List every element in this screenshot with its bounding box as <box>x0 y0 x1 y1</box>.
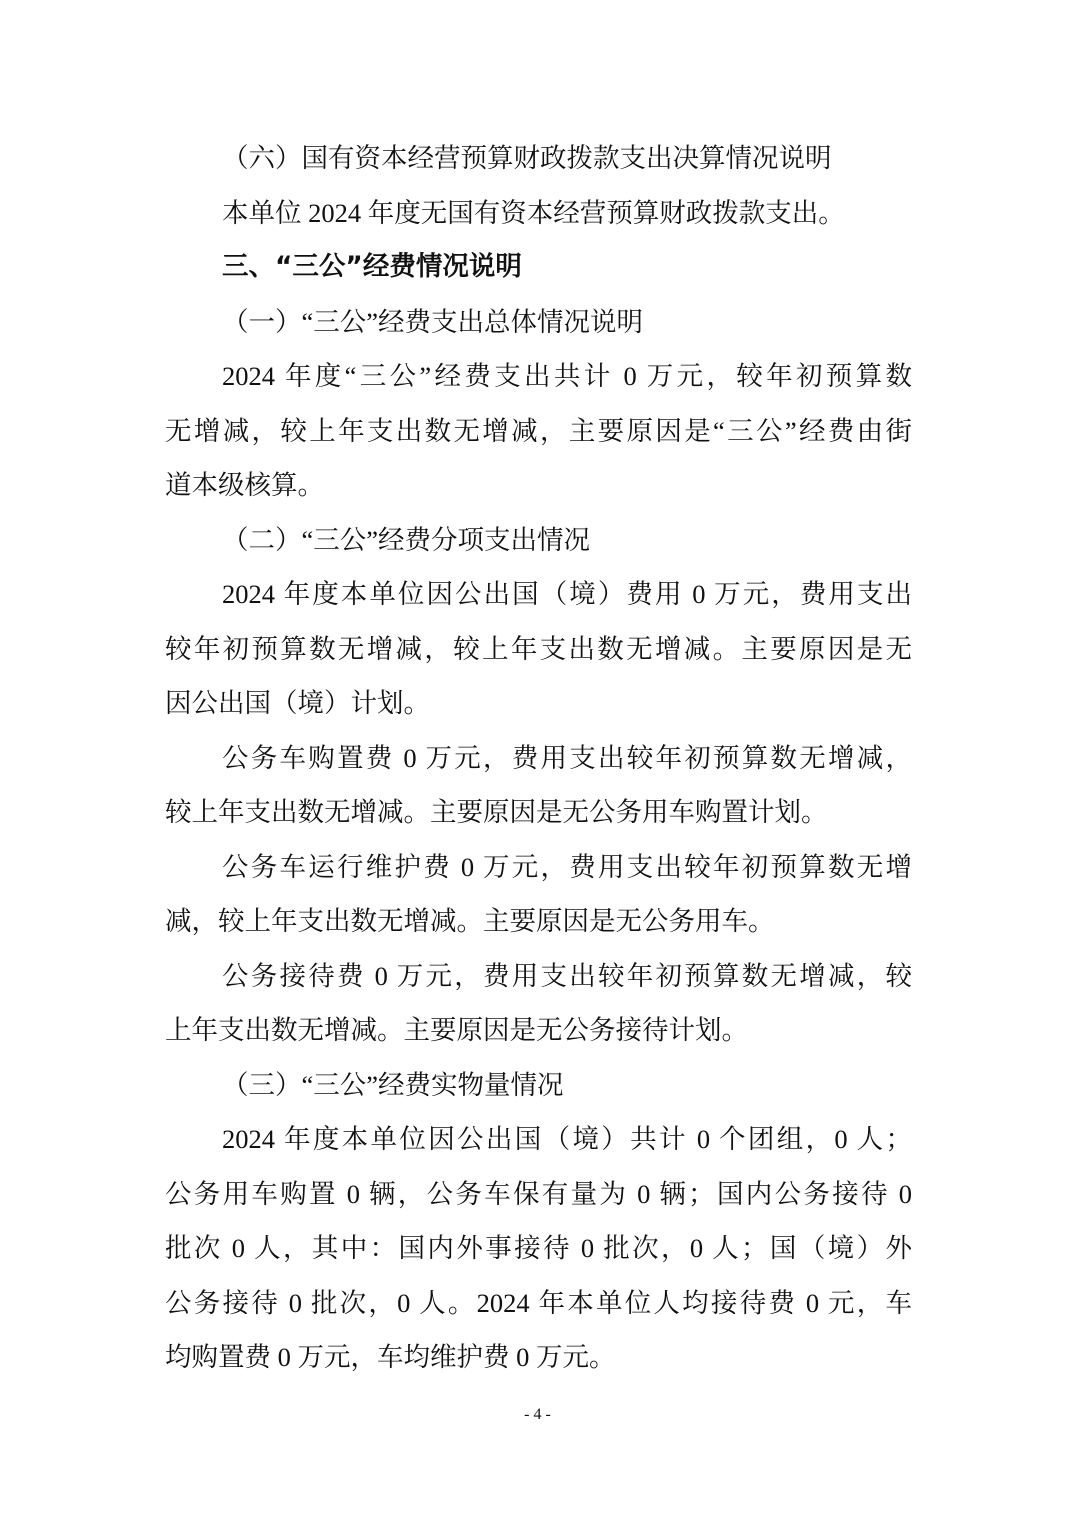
subheading <box>165 295 912 350</box>
text-line: 道本级核算。 <box>165 470 324 500</box>
text-line: 较上年支出数无增减。主要原因是无公务用车购置计划。 <box>165 797 828 827</box>
text-line: 上年支出数无增减。主要原因是无公务接待计划。 <box>165 1015 748 1045</box>
paragraph <box>165 949 912 1058</box>
paragraph <box>165 349 912 513</box>
text-line: 公务接待费 0 万元，费用支出较年初预算数无增减，较 <box>222 960 912 991</box>
text-line: 减，较上年支出数无增减。主要原因是无公务用车。 <box>165 906 775 936</box>
paragraph <box>165 186 912 241</box>
text-line: 三、“三公”经费情况说明 <box>222 251 522 282</box>
document-body <box>165 131 912 1385</box>
text-line: 公务用车购置 0 辆，公务车保有量为 0 辆；国内公务接待 0 <box>165 1178 912 1209</box>
text-line: 本单位 2024 年度无国有资本经营预算财政拨款支出。 <box>222 197 845 228</box>
subheading <box>165 1058 912 1113</box>
text-line: 公务车购置费 0 万元，费用支出较年初预算数无增减， <box>222 742 912 773</box>
text-line: 公务车运行维护费 0 万元，费用支出较年初预算数无增 <box>222 851 912 882</box>
paragraph <box>165 840 912 949</box>
text-line: 均购置费 0 万元，车均维护费 0 万元。 <box>165 1342 616 1372</box>
text-line: 公务接待 0 批次，0 人。2024 年本单位人均接待费 0 元，车 <box>165 1287 912 1318</box>
text-line: 较年初预算数无增减，较上年支出数无增减。主要原因是无 <box>165 633 912 664</box>
subheading <box>165 513 912 568</box>
text-line: 2024 年度本单位因公出国（境）共计 0 个团组，0 人； <box>222 1124 912 1154</box>
text-line: 批次 0 人，其中：国内外事接待 0 批次，0 人；国（境）外 <box>165 1233 912 1263</box>
text-line: 因公出国（境）计划。 <box>165 688 430 718</box>
paragraph <box>165 731 912 840</box>
text-line: （一）“三公”经费支出总体情况说明 <box>222 306 644 337</box>
text-line: 2024 年度本单位因公出国（境）费用 0 万元，费用支出 <box>222 579 912 609</box>
subheading <box>165 131 912 186</box>
text-line: （二）“三公”经费分项支出情况 <box>222 524 591 555</box>
section-title <box>165 240 912 295</box>
text-line: 无增减，较上年支出数无增减，主要原因是“三公”经费由街 <box>165 415 912 446</box>
text-line: 2024 年度“三公”经费支出共计 0 万元，较年初预算数 <box>222 361 912 391</box>
text-line: （三）“三公”经费实物量情况 <box>222 1069 564 1100</box>
paragraph <box>165 1112 912 1385</box>
text-line: （六）国有资本经营预算财政拨款支出决算情况说明 <box>222 143 832 173</box>
paragraph <box>165 567 912 731</box>
page-number: - 4 - <box>524 1406 551 1423</box>
